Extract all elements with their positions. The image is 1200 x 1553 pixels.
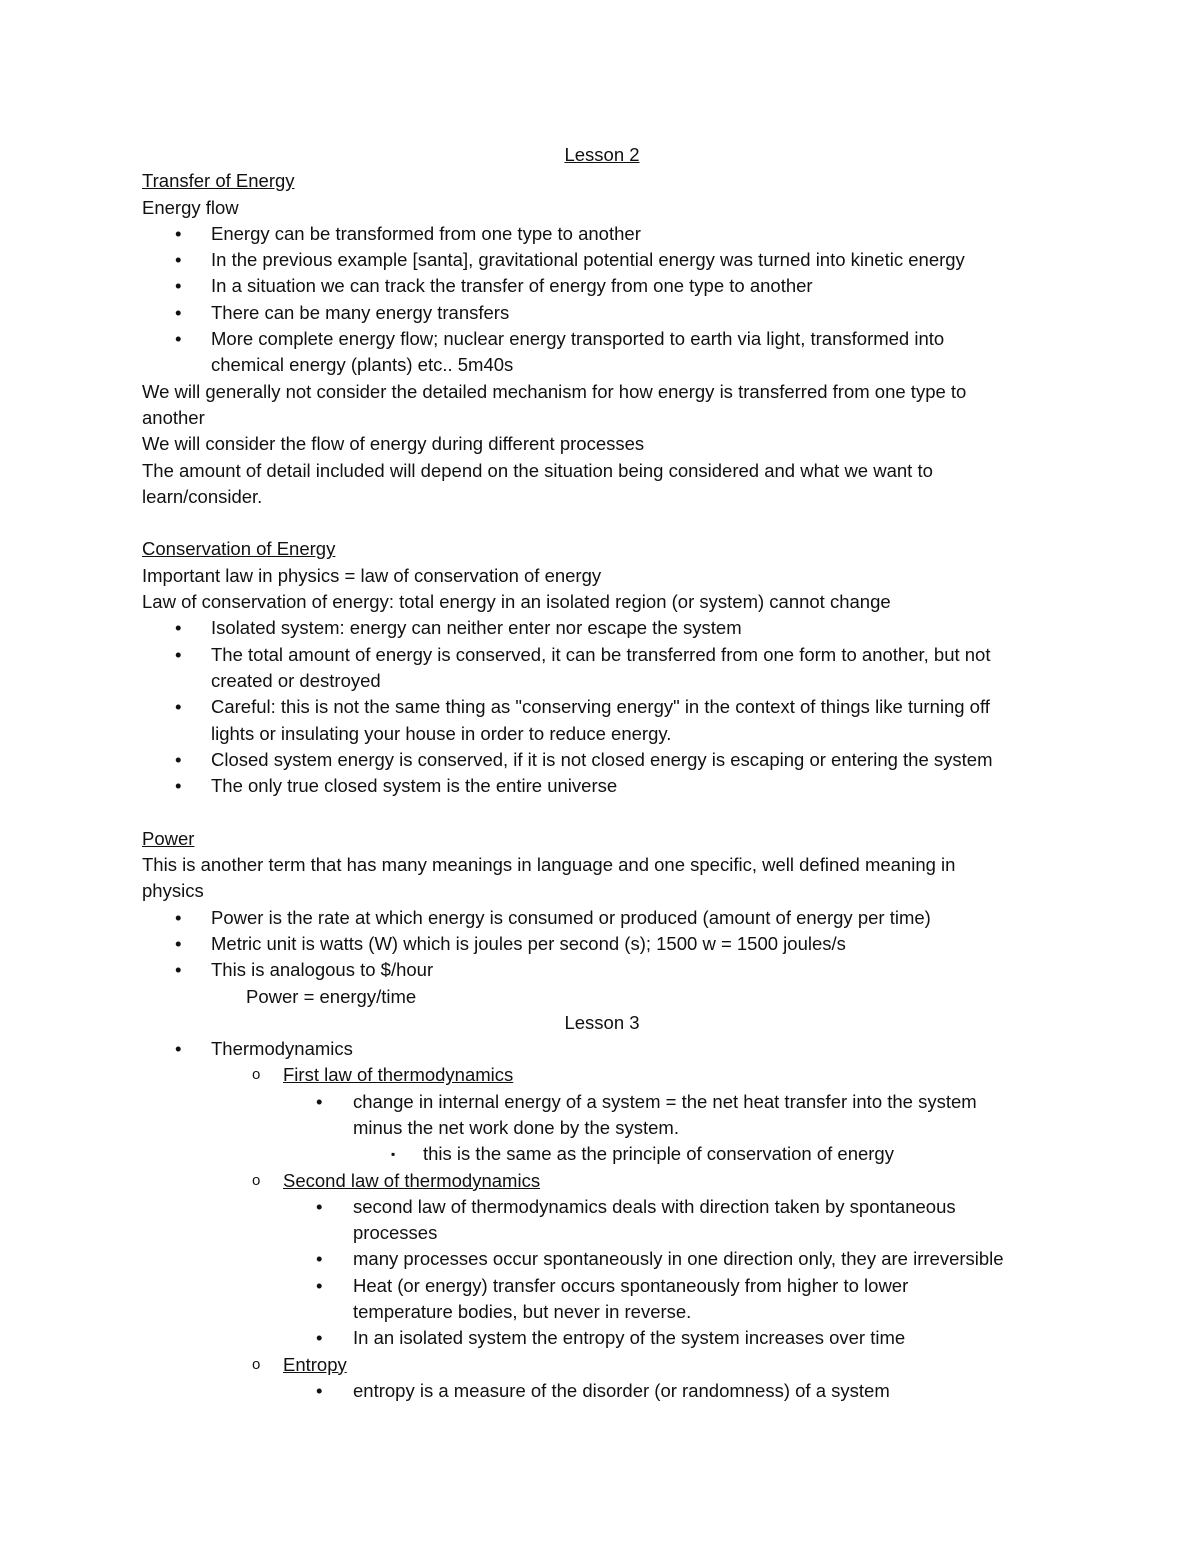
list-item: • Energy can be transformed from one type to another bbox=[142, 221, 1062, 247]
list-item: • In the previous example [santa], gravitational potential energy was turned into kinetic energy bbox=[142, 247, 1062, 273]
list-item: • The only true closed system is the entire universe bbox=[142, 773, 1062, 799]
bullet-circle-icon: o bbox=[252, 1355, 261, 1373]
list-item-continuation: lights or insulating your house in order to reduce energy. bbox=[211, 722, 672, 744]
list-item: • Heat (or energy) transfer occurs spontaneously from higher to lower bbox=[142, 1273, 1062, 1299]
page-content bbox=[142, 142, 1062, 1404]
list-item: • In a situation we can track the transfer of energy from one type to another bbox=[142, 273, 1062, 299]
bullet-circle-icon: o bbox=[252, 1171, 261, 1189]
power-heading: Power bbox=[142, 827, 195, 849]
power-formula: Power = energy/time bbox=[246, 985, 417, 1007]
list-item: • change in internal energy of a system = the net heat transfer into the system bbox=[142, 1089, 1062, 1115]
bullet-disc-icon: • bbox=[175, 1038, 182, 1060]
list-item: • Power is the rate at which energy is consumed or produced (amount of energy per time) bbox=[142, 905, 1062, 931]
paragraph-line: This is another term that has many meanings in language and one specific, well defined meaning in bbox=[142, 854, 956, 876]
list-item: • second law of thermodynamics deals with direction taken by spontaneous bbox=[142, 1194, 1062, 1220]
paragraph-line: We will consider the flow of energy during different processes bbox=[142, 433, 645, 455]
paragraph-line: The amount of detail included will depend on the situation being considered and what we want to bbox=[142, 459, 933, 481]
list-item: • This is analogous to $/hour bbox=[142, 957, 1062, 983]
bullet-disc-icon: • bbox=[316, 1195, 323, 1217]
list-item: • entropy is a measure of the disorder (or randomness) of a system bbox=[142, 1378, 1062, 1404]
bullet-disc-icon: • bbox=[175, 249, 182, 271]
bullet-disc-icon: • bbox=[175, 222, 182, 244]
lesson2-title: Lesson 2 bbox=[564, 144, 640, 165]
bullet-disc-icon: • bbox=[175, 275, 182, 297]
bullet-disc-icon: • bbox=[175, 617, 182, 639]
list-item: • many processes occur spontaneously in one direction only, they are irreversible bbox=[142, 1246, 1062, 1272]
list-item: • Closed system energy is conserved, if it is not closed energy is escaping or entering the system bbox=[142, 747, 1062, 773]
list-item: • There can be many energy transfers bbox=[142, 300, 1062, 326]
energy-flow-subheading: Energy flow bbox=[142, 196, 239, 218]
bullet-disc-icon: • bbox=[175, 301, 182, 323]
list-item: • Metric unit is watts (W) which is joules per second (s); 1500 w = 1500 joules/s bbox=[142, 931, 1062, 957]
paragraph-line: physics bbox=[142, 880, 204, 902]
bullet-disc-icon: • bbox=[316, 1327, 323, 1349]
list-item: • The total amount of energy is conserved, it can be transferred from one form to another, but not bbox=[142, 642, 1062, 668]
bullet-disc-icon: • bbox=[175, 748, 182, 770]
conservation-heading: Conservation of Energy bbox=[142, 538, 336, 560]
bullet-disc-icon: • bbox=[316, 1274, 323, 1296]
lesson3-title: Lesson 3 bbox=[564, 1011, 640, 1033]
bullet-square-icon: ▪ bbox=[391, 1147, 396, 1162]
bullet-disc-icon: • bbox=[316, 1379, 323, 1401]
list-item: • In an isolated system the entropy of the system increases over time bbox=[142, 1325, 1062, 1351]
bullet-disc-icon: • bbox=[316, 1090, 323, 1112]
bullet-disc-icon: • bbox=[175, 328, 182, 350]
bullet-circle-icon: o bbox=[252, 1066, 261, 1084]
list-item: • Thermodynamics bbox=[142, 1036, 1062, 1062]
bullet-disc-icon: • bbox=[175, 643, 182, 665]
list-item-continuation: processes bbox=[353, 1222, 438, 1244]
paragraph-line: learn/consider. bbox=[142, 485, 263, 507]
paragraph-line: Law of conservation of energy: total energy in an isolated region (or system) cannot change bbox=[142, 591, 891, 613]
paragraph-line: another bbox=[142, 406, 205, 428]
paragraph-line: We will generally not consider the detailed mechanism for how energy is transferred from one type to bbox=[142, 380, 967, 402]
spacer bbox=[142, 799, 1062, 825]
list-item-continuation: chemical energy (plants) etc.. 5m40s bbox=[211, 354, 514, 376]
bullet-disc-icon: • bbox=[316, 1248, 323, 1270]
list-item: • More complete energy flow; nuclear energy transported to earth via light, transformed into bbox=[142, 326, 1062, 352]
list-item: o Entropy bbox=[142, 1352, 1062, 1378]
spacer bbox=[142, 510, 1062, 536]
paragraph-line: Important law in physics = law of conservation of energy bbox=[142, 564, 602, 586]
list-item: • Careful: this is not the same thing as "conserving energy" in the context of things like turning off bbox=[142, 694, 1062, 720]
list-item: • Isolated system: energy can neither enter nor escape the system bbox=[142, 615, 1062, 641]
bullet-disc-icon: • bbox=[175, 932, 182, 954]
list-item: ▪ this is the same as the principle of conservation of energy bbox=[142, 1141, 1062, 1167]
bullet-disc-icon: • bbox=[175, 906, 182, 928]
bullet-disc-icon: • bbox=[175, 775, 182, 797]
bullet-disc-icon: • bbox=[175, 959, 182, 981]
list-item-continuation: temperature bodies, but never in reverse. bbox=[353, 1301, 692, 1323]
list-item-continuation: created or destroyed bbox=[211, 669, 381, 691]
list-item-continuation: minus the net work done by the system. bbox=[353, 1116, 679, 1138]
list-item: o Second law of thermodynamics bbox=[142, 1168, 1062, 1194]
bullet-disc-icon: • bbox=[175, 696, 182, 718]
transfer-heading: Transfer of Energy bbox=[142, 170, 295, 192]
list-item: o First law of thermodynamics bbox=[142, 1062, 1062, 1088]
